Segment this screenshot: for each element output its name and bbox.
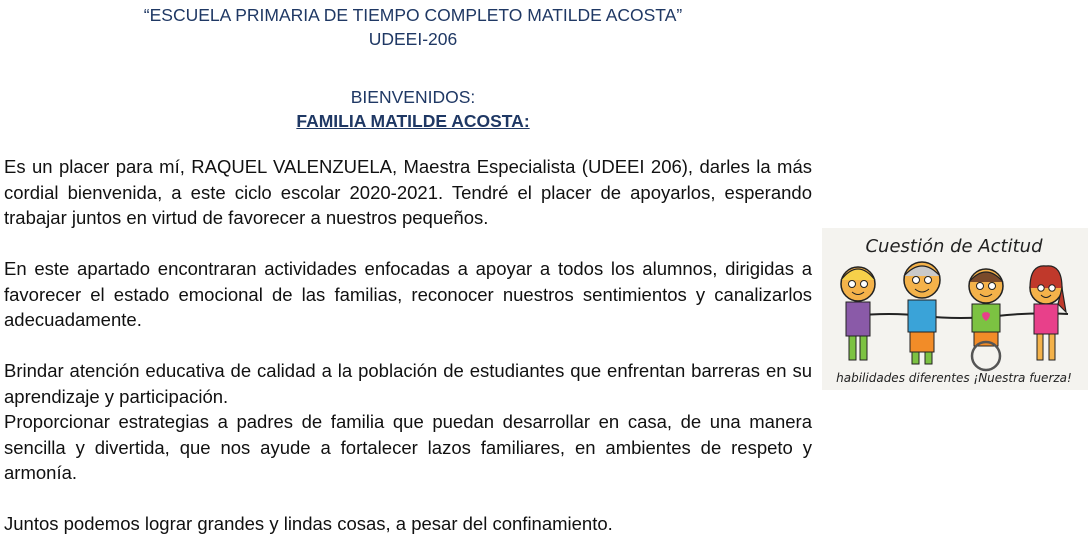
illustration-children xyxy=(822,228,1088,390)
child-figure xyxy=(904,262,940,364)
body-text xyxy=(4,154,812,537)
paragraph-closing: Juntos podemos lograr grandes y lindas cosas, a pesar del confinamiento. xyxy=(4,513,613,534)
illustration-slogan: habilidades diferentes ¡Nuestra fuerza! xyxy=(836,371,1072,385)
illustration-title: Cuestión de Actitud xyxy=(865,236,1043,257)
child-figure xyxy=(969,269,1003,370)
paragraph-strategies: Proporcionar estrategias a padres de familia que puedan desarrollar en casa, de una manera sencilla y divertida, que nos ayude a fortalecer lazos familiares, en ambientes de respeto y armonía. xyxy=(4,411,812,483)
school-name: “ESCUELA PRIMARIA DE TIEMPO COMPLETO MATILDE ACOSTA” xyxy=(143,5,683,25)
paragraph-attention: Brindar atención educativa de calidad a la población de estudiantes que enfrentan barreras en su aprendizaje y participación. xyxy=(4,360,812,407)
children-drawing xyxy=(822,228,1088,390)
family-heading: FAMILIA MATILDE ACOSTA: xyxy=(296,111,530,131)
paragraph-intro: Es un placer para mí, RAQUEL VALENZUELA, Maestra Especialista (UDEEI 206), darles la más cordial bienvenida, a este ciclo escolar 2020-2021. Tendré el placer de apoyarlos, esperando trabajar juntos en virtud de favorecer a nuestros pequeños. xyxy=(4,156,812,228)
document-header xyxy=(0,3,826,133)
child-figure xyxy=(841,267,875,360)
paragraph-activities: En este apartado encontraran actividades enfocadas a apoyar a todos los alumnos, dirigidas a favorecer el estado emocional de las familias, reconocer nuestros sentimientos y canalizarlos adecuadamente. xyxy=(4,258,812,330)
unit-code: UDEEI-206 xyxy=(368,29,458,49)
welcome-heading: BIENVENIDOS: xyxy=(350,87,476,107)
